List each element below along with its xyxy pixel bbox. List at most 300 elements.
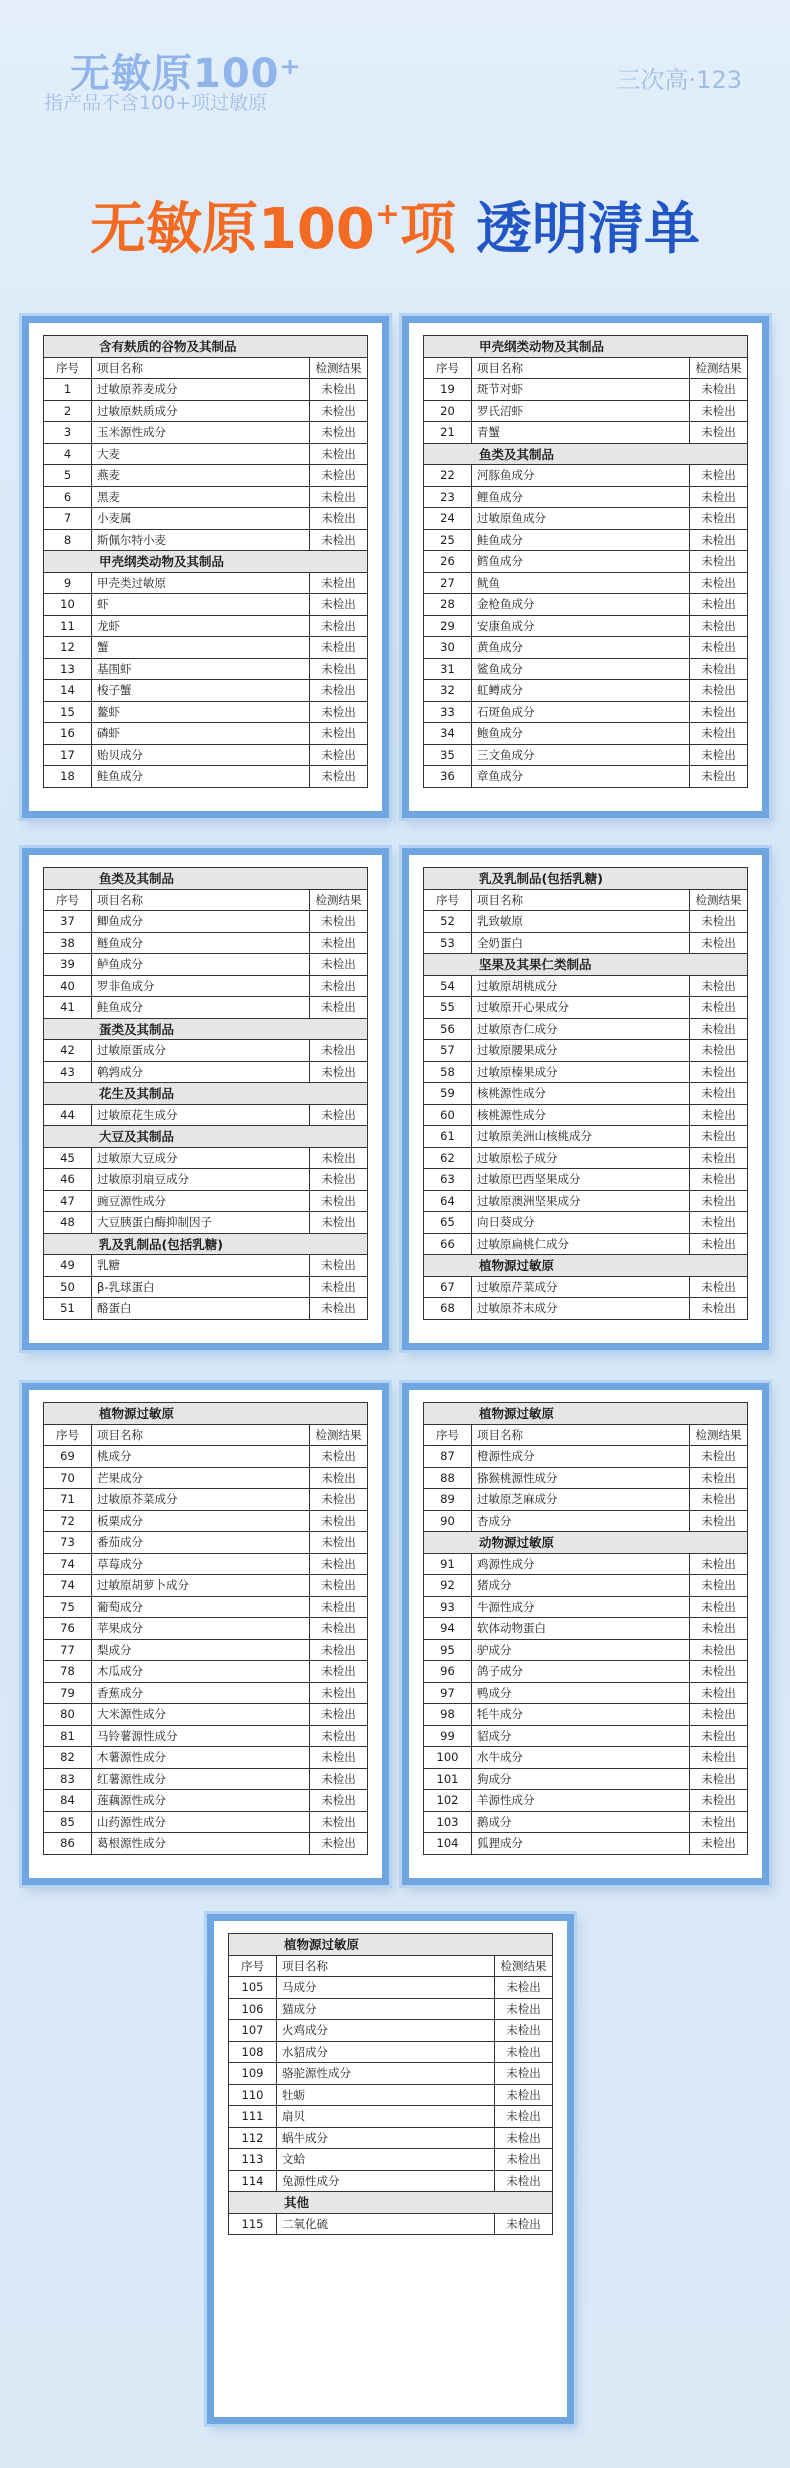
row-number: 107 bbox=[229, 2020, 277, 2042]
item-name: 鲑鱼成分 bbox=[92, 766, 310, 788]
item-name: 鸭成分 bbox=[472, 1682, 690, 1704]
test-result: 未检出 bbox=[310, 1704, 368, 1726]
test-result: 未检出 bbox=[310, 1212, 368, 1234]
row-number: 69 bbox=[44, 1446, 92, 1468]
test-result: 未检出 bbox=[690, 1126, 748, 1148]
row-number: 24 bbox=[424, 508, 472, 530]
table-row bbox=[44, 1725, 368, 1747]
table-row bbox=[229, 2149, 553, 2171]
table-row bbox=[424, 1790, 748, 1812]
row-number: 20 bbox=[424, 400, 472, 422]
table-row bbox=[44, 465, 368, 487]
category-title: 蛋类及其制品 bbox=[44, 1018, 368, 1040]
column-header-result: 检测结果 bbox=[690, 889, 748, 911]
item-name: 香蕉成分 bbox=[92, 1682, 310, 1704]
test-result: 未检出 bbox=[690, 1725, 748, 1747]
table-row bbox=[44, 1298, 368, 1320]
item-name: 黄鱼成分 bbox=[472, 637, 690, 659]
item-name: 过敏原芥末成分 bbox=[472, 1298, 690, 1320]
test-result: 未检出 bbox=[690, 637, 748, 659]
table-row bbox=[229, 1998, 553, 2020]
test-result: 未检出 bbox=[690, 1790, 748, 1812]
row-number: 92 bbox=[424, 1575, 472, 1597]
test-result: 未检出 bbox=[310, 1639, 368, 1661]
category-header-row bbox=[424, 443, 748, 465]
row-number: 40 bbox=[44, 975, 92, 997]
item-name: 石斑鱼成分 bbox=[472, 701, 690, 723]
item-name: 过敏原大豆成分 bbox=[92, 1147, 310, 1169]
table-row bbox=[229, 1977, 553, 1999]
test-result: 未检出 bbox=[690, 1018, 748, 1040]
item-name: 鲫鱼成分 bbox=[92, 911, 310, 933]
table-row bbox=[44, 529, 368, 551]
test-result: 未检出 bbox=[495, 2170, 553, 2192]
table-row bbox=[424, 1510, 748, 1532]
item-name: 过敏原芥菜成分 bbox=[92, 1489, 310, 1511]
item-name: 过敏原巴西坚果成分 bbox=[472, 1169, 690, 1191]
table-row bbox=[44, 1790, 368, 1812]
item-name: 兔源性成分 bbox=[277, 2170, 495, 2192]
column-header-no: 序号 bbox=[424, 357, 472, 379]
test-result: 未检出 bbox=[495, 1977, 553, 1999]
item-name: 向日葵成分 bbox=[472, 1212, 690, 1234]
table-row bbox=[44, 1575, 368, 1597]
item-name: 水貂成分 bbox=[277, 2041, 495, 2063]
table-row bbox=[424, 1596, 748, 1618]
table-row bbox=[44, 1768, 368, 1790]
row-number: 110 bbox=[229, 2084, 277, 2106]
table-row bbox=[424, 1725, 748, 1747]
item-name: 龙虾 bbox=[92, 615, 310, 637]
row-number: 18 bbox=[44, 766, 92, 788]
row-number: 51 bbox=[44, 1298, 92, 1320]
row-number: 98 bbox=[424, 1704, 472, 1726]
test-result: 未检出 bbox=[690, 486, 748, 508]
table-row bbox=[424, 911, 748, 933]
test-result: 未检出 bbox=[690, 1467, 748, 1489]
row-number: 68 bbox=[424, 1298, 472, 1320]
row-number: 27 bbox=[424, 572, 472, 594]
table-row bbox=[44, 1276, 368, 1298]
table-row bbox=[44, 1510, 368, 1532]
item-name: 番茄成分 bbox=[92, 1532, 310, 1554]
test-result: 未检出 bbox=[690, 997, 748, 1019]
column-header-result: 检测结果 bbox=[495, 1955, 553, 1977]
test-result: 未检出 bbox=[310, 1811, 368, 1833]
table-row bbox=[424, 932, 748, 954]
table-row bbox=[424, 1833, 748, 1855]
table-row bbox=[44, 1040, 368, 1062]
test-result: 未检出 bbox=[690, 1169, 748, 1191]
row-number: 14 bbox=[44, 680, 92, 702]
row-number: 6 bbox=[44, 486, 92, 508]
test-result: 未检出 bbox=[690, 932, 748, 954]
item-name: 板栗成分 bbox=[92, 1510, 310, 1532]
column-header-result: 检测结果 bbox=[690, 1424, 748, 1446]
row-number: 108 bbox=[229, 2041, 277, 2063]
test-result: 未检出 bbox=[310, 572, 368, 594]
category-header-row bbox=[44, 1126, 368, 1148]
test-result: 未检出 bbox=[310, 1104, 368, 1126]
test-result: 未检出 bbox=[310, 1747, 368, 1769]
test-result: 未检出 bbox=[690, 1661, 748, 1683]
test-result: 未检出 bbox=[690, 1639, 748, 1661]
row-number: 104 bbox=[424, 1833, 472, 1855]
test-result: 未检出 bbox=[310, 443, 368, 465]
category-title: 大豆及其制品 bbox=[44, 1126, 368, 1148]
row-number: 57 bbox=[424, 1040, 472, 1062]
item-name: 骆驼源性成分 bbox=[277, 2063, 495, 2085]
row-number: 85 bbox=[44, 1811, 92, 1833]
row-number: 112 bbox=[229, 2127, 277, 2149]
item-name: β-乳球蛋白 bbox=[92, 1276, 310, 1298]
row-number: 77 bbox=[44, 1639, 92, 1661]
test-result: 未检出 bbox=[310, 1255, 368, 1277]
item-name: 罗非鱼成分 bbox=[92, 975, 310, 997]
item-name: 过敏原蛋成分 bbox=[92, 1040, 310, 1062]
category-header-row bbox=[44, 1233, 368, 1255]
table-row bbox=[229, 2170, 553, 2192]
test-result: 未检出 bbox=[690, 551, 748, 573]
table-row bbox=[424, 529, 748, 551]
item-name: 鱿鱼 bbox=[472, 572, 690, 594]
allergen-table bbox=[423, 1402, 748, 1855]
category-header-row bbox=[229, 1934, 553, 1956]
table-row bbox=[424, 1553, 748, 1575]
column-header-row bbox=[424, 357, 748, 379]
allergen-table bbox=[43, 1402, 368, 1855]
table-row bbox=[424, 594, 748, 616]
table-row bbox=[424, 1233, 748, 1255]
item-name: 软体动物蛋白 bbox=[472, 1618, 690, 1640]
item-name: 过敏原松子成分 bbox=[472, 1147, 690, 1169]
row-number: 54 bbox=[424, 975, 472, 997]
test-result: 未检出 bbox=[310, 637, 368, 659]
allergen-card-7 bbox=[207, 1914, 574, 2424]
test-result: 未检出 bbox=[690, 1768, 748, 1790]
table-row bbox=[44, 1553, 368, 1575]
table-row bbox=[424, 1040, 748, 1062]
test-result: 未检出 bbox=[310, 486, 368, 508]
item-name: 鲤鱼成分 bbox=[472, 486, 690, 508]
row-number: 89 bbox=[424, 1489, 472, 1511]
row-number: 26 bbox=[424, 551, 472, 573]
item-name: 文蛤 bbox=[277, 2149, 495, 2171]
column-header-no: 序号 bbox=[44, 889, 92, 911]
test-result: 未检出 bbox=[690, 1276, 748, 1298]
row-number: 43 bbox=[44, 1061, 92, 1083]
brand-logo: 无敏原100⁺ bbox=[70, 51, 302, 97]
table-row bbox=[229, 2020, 553, 2042]
row-number: 87 bbox=[424, 1446, 472, 1468]
item-name: 甲壳类过敏原 bbox=[92, 572, 310, 594]
item-name: 鲢鱼成分 bbox=[92, 932, 310, 954]
row-number: 52 bbox=[424, 911, 472, 933]
row-number: 29 bbox=[424, 615, 472, 637]
item-name: 狗成分 bbox=[472, 1768, 690, 1790]
test-result: 未检出 bbox=[690, 379, 748, 401]
test-result: 未检出 bbox=[495, 2127, 553, 2149]
test-result: 未检出 bbox=[310, 379, 368, 401]
row-number: 106 bbox=[229, 1998, 277, 2020]
test-result: 未检出 bbox=[310, 615, 368, 637]
table-row bbox=[424, 400, 748, 422]
item-name: 河豚鱼成分 bbox=[472, 465, 690, 487]
row-number: 81 bbox=[44, 1725, 92, 1747]
row-number: 23 bbox=[424, 486, 472, 508]
test-result: 未检出 bbox=[310, 1147, 368, 1169]
test-result: 未检出 bbox=[690, 1575, 748, 1597]
item-name: 斯佩尔特小麦 bbox=[92, 529, 310, 551]
test-result: 未检出 bbox=[310, 1661, 368, 1683]
table-row bbox=[424, 1190, 748, 1212]
item-name: 章鱼成分 bbox=[472, 766, 690, 788]
test-result: 未检出 bbox=[310, 508, 368, 530]
test-result: 未检出 bbox=[310, 1575, 368, 1597]
category-title: 坚果及其果仁类制品 bbox=[424, 954, 748, 976]
row-number: 71 bbox=[44, 1489, 92, 1511]
allergen-table bbox=[423, 335, 748, 788]
row-number: 62 bbox=[424, 1147, 472, 1169]
item-name: 貂成分 bbox=[472, 1725, 690, 1747]
item-name: 马铃薯源性成分 bbox=[92, 1725, 310, 1747]
row-number: 100 bbox=[424, 1747, 472, 1769]
test-result: 未检出 bbox=[310, 1618, 368, 1640]
test-result: 未检出 bbox=[690, 1510, 748, 1532]
table-row bbox=[44, 1190, 368, 1212]
allergen-table bbox=[423, 867, 748, 1320]
row-number: 80 bbox=[44, 1704, 92, 1726]
allergen-card-1 bbox=[22, 316, 389, 818]
row-number: 111 bbox=[229, 2106, 277, 2128]
row-number: 79 bbox=[44, 1682, 92, 1704]
table-row bbox=[44, 1061, 368, 1083]
test-result: 未检出 bbox=[690, 615, 748, 637]
row-number: 88 bbox=[424, 1467, 472, 1489]
test-result: 未检出 bbox=[690, 744, 748, 766]
table-row bbox=[44, 1747, 368, 1769]
item-name: 鳌虾 bbox=[92, 701, 310, 723]
row-number: 58 bbox=[424, 1061, 472, 1083]
test-result: 未检出 bbox=[690, 1190, 748, 1212]
item-name: 草莓成分 bbox=[92, 1553, 310, 1575]
item-name: 火鸡成分 bbox=[277, 2020, 495, 2042]
test-result: 未检出 bbox=[690, 1747, 748, 1769]
row-number: 97 bbox=[424, 1682, 472, 1704]
test-result: 未检出 bbox=[495, 2213, 553, 2235]
test-result: 未检出 bbox=[310, 723, 368, 745]
row-number: 13 bbox=[44, 658, 92, 680]
test-result: 未检出 bbox=[310, 911, 368, 933]
table-row bbox=[44, 508, 368, 530]
item-name: 鹌鹑成分 bbox=[92, 1061, 310, 1083]
table-row bbox=[44, 572, 368, 594]
item-name: 鲑鱼成分 bbox=[472, 529, 690, 551]
row-number: 42 bbox=[44, 1040, 92, 1062]
row-number: 31 bbox=[424, 658, 472, 680]
header bbox=[0, 0, 790, 300]
test-result: 未检出 bbox=[690, 1104, 748, 1126]
column-header-result: 检测结果 bbox=[310, 1424, 368, 1446]
row-number: 73 bbox=[44, 1532, 92, 1554]
allergen-table bbox=[228, 1933, 553, 2235]
item-name: 羊源性成分 bbox=[472, 1790, 690, 1812]
test-result: 未检出 bbox=[310, 1532, 368, 1554]
table-row bbox=[44, 1661, 368, 1683]
category-header-row bbox=[424, 336, 748, 358]
test-result: 未检出 bbox=[310, 1169, 368, 1191]
item-name: 过敏原芝麻成分 bbox=[472, 1489, 690, 1511]
table-row bbox=[229, 2213, 553, 2235]
test-result: 未检出 bbox=[690, 1596, 748, 1618]
table-row bbox=[44, 1467, 368, 1489]
item-name: 磷虾 bbox=[92, 723, 310, 745]
category-title: 鱼类及其制品 bbox=[424, 443, 748, 465]
column-header-no: 序号 bbox=[229, 1955, 277, 1977]
allergen-card-2 bbox=[402, 316, 769, 818]
table-row bbox=[44, 954, 368, 976]
test-result: 未检出 bbox=[690, 701, 748, 723]
row-number: 32 bbox=[424, 680, 472, 702]
item-name: 小麦属 bbox=[92, 508, 310, 530]
item-name: 牡蛎 bbox=[277, 2084, 495, 2106]
table-row bbox=[424, 508, 748, 530]
item-name: 玉米源性成分 bbox=[92, 422, 310, 444]
item-name: 过敏原花生成分 bbox=[92, 1104, 310, 1126]
test-result: 未检出 bbox=[310, 400, 368, 422]
item-name: 基围虾 bbox=[92, 658, 310, 680]
item-name: 桃成分 bbox=[92, 1446, 310, 1468]
row-number: 11 bbox=[44, 615, 92, 637]
row-number: 50 bbox=[44, 1276, 92, 1298]
item-name: 过敏原羽扇豆成分 bbox=[92, 1169, 310, 1191]
table-row bbox=[424, 1661, 748, 1683]
test-result: 未检出 bbox=[310, 658, 368, 680]
test-result: 未检出 bbox=[690, 680, 748, 702]
row-number: 44 bbox=[44, 1104, 92, 1126]
item-name: 鲍鱼成分 bbox=[472, 723, 690, 745]
item-name: 红薯源性成分 bbox=[92, 1768, 310, 1790]
table-row bbox=[424, 1682, 748, 1704]
item-name: 马成分 bbox=[277, 1977, 495, 1999]
table-row bbox=[44, 594, 368, 616]
test-result: 未检出 bbox=[310, 529, 368, 551]
table-row bbox=[424, 1467, 748, 1489]
table-row bbox=[44, 1147, 368, 1169]
row-number: 53 bbox=[424, 932, 472, 954]
category-title: 乳及乳制品(包括乳糖) bbox=[424, 868, 748, 890]
test-result: 未检出 bbox=[690, 1212, 748, 1234]
table-row bbox=[424, 1298, 748, 1320]
column-header-row bbox=[44, 357, 368, 379]
table-row bbox=[44, 997, 368, 1019]
row-number: 99 bbox=[424, 1725, 472, 1747]
table-row bbox=[44, 1682, 368, 1704]
test-result: 未检出 bbox=[495, 2063, 553, 2085]
test-result: 未检出 bbox=[310, 1768, 368, 1790]
item-name: 过敏原鱼成分 bbox=[472, 508, 690, 530]
column-header-row bbox=[44, 1424, 368, 1446]
test-result: 未检出 bbox=[690, 911, 748, 933]
test-result: 未检出 bbox=[310, 1596, 368, 1618]
test-result: 未检出 bbox=[690, 975, 748, 997]
table-row bbox=[44, 701, 368, 723]
row-number: 9 bbox=[44, 572, 92, 594]
table-row bbox=[44, 615, 368, 637]
item-name: 过敏原澳洲坚果成分 bbox=[472, 1190, 690, 1212]
column-header-name: 项目名称 bbox=[277, 1955, 495, 1977]
item-name: 梨成分 bbox=[92, 1639, 310, 1661]
item-name: 木瓜成分 bbox=[92, 1661, 310, 1683]
table-row bbox=[44, 1532, 368, 1554]
test-result: 未检出 bbox=[690, 1811, 748, 1833]
test-result: 未检出 bbox=[495, 2149, 553, 2171]
table-row bbox=[424, 723, 748, 745]
category-title: 甲壳纲类动物及其制品 bbox=[44, 551, 368, 573]
test-result: 未检出 bbox=[690, 594, 748, 616]
item-name: 燕麦 bbox=[92, 465, 310, 487]
table-row bbox=[424, 1575, 748, 1597]
table-row bbox=[44, 1618, 368, 1640]
test-result: 未检出 bbox=[310, 594, 368, 616]
test-result: 未检出 bbox=[310, 1682, 368, 1704]
table-row bbox=[44, 637, 368, 659]
test-result: 未检出 bbox=[310, 1790, 368, 1812]
table-row bbox=[424, 701, 748, 723]
test-result: 未检出 bbox=[690, 1040, 748, 1062]
table-row bbox=[424, 1704, 748, 1726]
row-number: 96 bbox=[424, 1661, 472, 1683]
table-row bbox=[229, 2084, 553, 2106]
table-row bbox=[424, 1276, 748, 1298]
category-header-row bbox=[44, 551, 368, 573]
row-number: 74 bbox=[44, 1553, 92, 1575]
category-header-row bbox=[424, 868, 748, 890]
table-row bbox=[229, 2106, 553, 2128]
table-row bbox=[424, 1489, 748, 1511]
row-number: 113 bbox=[229, 2149, 277, 2171]
table-row bbox=[44, 422, 368, 444]
item-name: 乳糖 bbox=[92, 1255, 310, 1277]
table-row bbox=[424, 1018, 748, 1040]
table-row bbox=[424, 744, 748, 766]
test-result: 未检出 bbox=[690, 529, 748, 551]
row-number: 46 bbox=[44, 1169, 92, 1191]
column-header-result: 检测结果 bbox=[310, 889, 368, 911]
row-number: 95 bbox=[424, 1639, 472, 1661]
item-name: 罗氏沼虾 bbox=[472, 400, 690, 422]
item-name: 青蟹 bbox=[472, 422, 690, 444]
table-row bbox=[44, 1104, 368, 1126]
item-name: 虾 bbox=[92, 594, 310, 616]
row-number: 103 bbox=[424, 1811, 472, 1833]
test-result: 未检出 bbox=[690, 1446, 748, 1468]
item-name: 水牛成分 bbox=[472, 1747, 690, 1769]
item-name: 鲨鱼成分 bbox=[472, 658, 690, 680]
test-result: 未检出 bbox=[690, 1553, 748, 1575]
column-header-name: 项目名称 bbox=[472, 1424, 690, 1446]
row-number: 38 bbox=[44, 932, 92, 954]
row-number: 94 bbox=[424, 1618, 472, 1640]
column-header-no: 序号 bbox=[44, 1424, 92, 1446]
item-name: 黑麦 bbox=[92, 486, 310, 508]
row-number: 101 bbox=[424, 1768, 472, 1790]
category-title: 鱼类及其制品 bbox=[44, 868, 368, 890]
item-name: 橙源性成分 bbox=[472, 1446, 690, 1468]
table-row bbox=[44, 1811, 368, 1833]
category-title: 甲壳纲类动物及其制品 bbox=[424, 336, 748, 358]
row-number: 28 bbox=[424, 594, 472, 616]
